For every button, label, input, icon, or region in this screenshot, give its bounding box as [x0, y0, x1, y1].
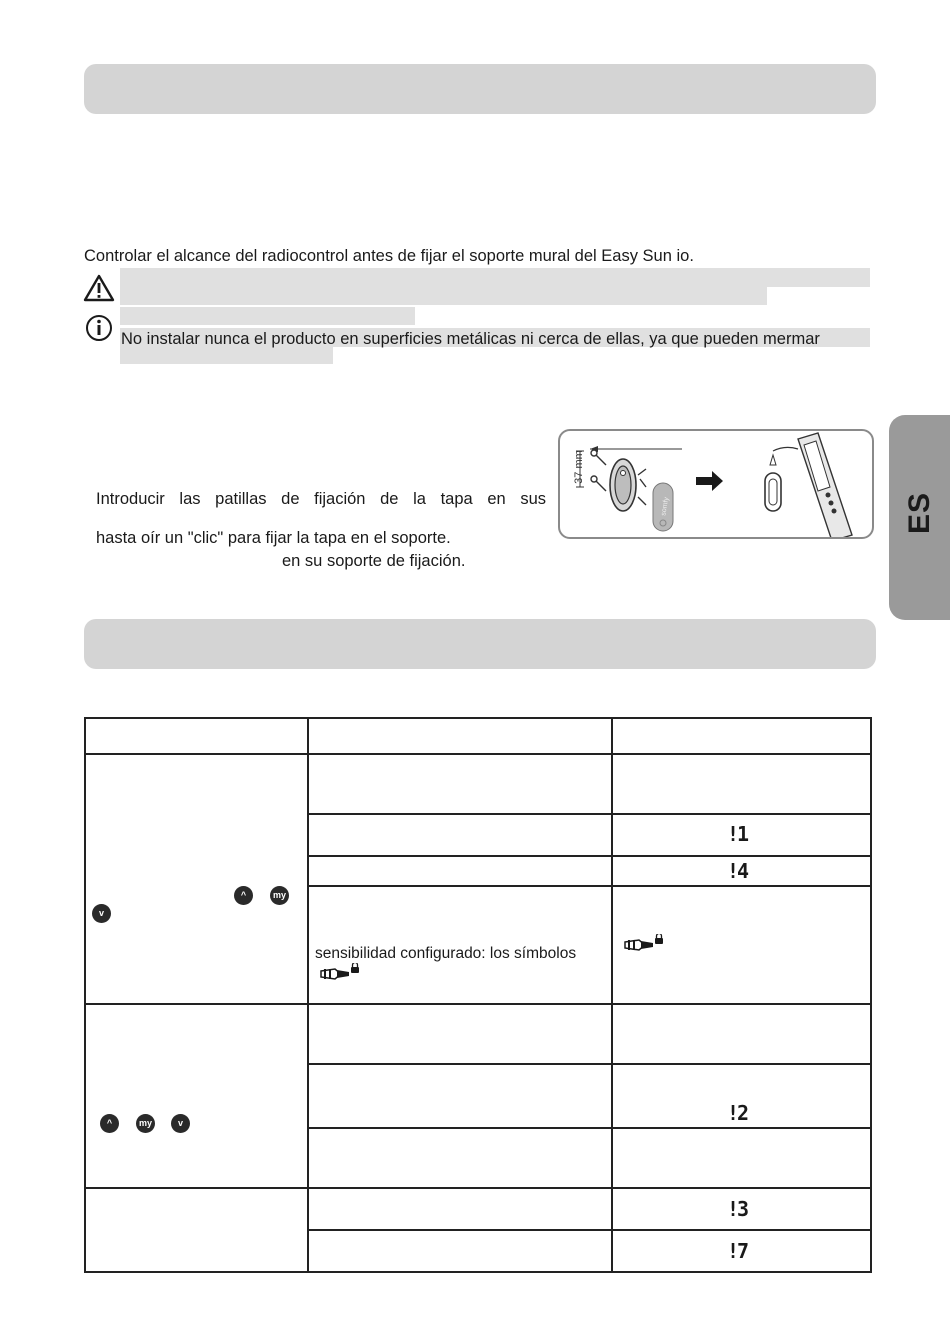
- mounting-line-3: en su soporte de fijación.: [282, 552, 466, 570]
- row-8-action-cell: [308, 1188, 612, 1230]
- display-code: !1: [727, 822, 748, 846]
- row-9-display-cell: [612, 1230, 871, 1272]
- header-cell-3: [612, 718, 871, 754]
- mounting-line-2: hasta oír un "clic" para fijar la tapa en el soporte.: [96, 529, 451, 547]
- header-cell-1: [85, 718, 308, 754]
- display-code: !7: [727, 1239, 748, 1263]
- group-1-label-cell: [85, 754, 308, 1004]
- table-row: [85, 754, 871, 814]
- sensor-lock-display-icon: [623, 934, 667, 956]
- row-4-action-cell: [308, 886, 612, 1004]
- row-2-display-cell: [612, 814, 871, 856]
- intro-line: Controlar el alcance del radiocontrol antes de fijar el soporte mural del Easy Sun io.: [84, 247, 694, 265]
- row-8-display-cell: [612, 1188, 871, 1230]
- info-icon: [84, 314, 114, 342]
- warning-highlight-3: [120, 307, 415, 325]
- display-code: !2: [727, 1101, 748, 1125]
- display-code: !3: [727, 1197, 748, 1221]
- row-1-action-cell: [308, 754, 612, 814]
- header-cell-2: [308, 718, 612, 754]
- mounting-illustration: [560, 431, 872, 537]
- my-button-icon: my: [270, 886, 289, 905]
- display-code: !4: [727, 859, 748, 883]
- up-button-icon: ^: [100, 1114, 119, 1133]
- sensor-lock-icon: [319, 963, 363, 985]
- row-7-display-cell: [612, 1128, 871, 1188]
- table-row: [85, 1004, 871, 1064]
- row-3-action-cell: [308, 856, 612, 886]
- down-button-icon: v: [92, 904, 111, 923]
- warning-icon: [83, 274, 115, 302]
- row-5-action-cell: [308, 1004, 612, 1064]
- mounting-figure: [558, 429, 874, 539]
- row-6-display-cell: [612, 1064, 871, 1128]
- info-highlight-2: [120, 347, 333, 364]
- dimension-label: 37 mm: [572, 450, 585, 484]
- warning-highlight-1: [120, 268, 870, 287]
- mounting-line-1: Introducir las patillas de fijación de la tapa en sus: [96, 490, 546, 508]
- row-6-action-cell: [308, 1064, 612, 1128]
- group-3-label-cell: [85, 1188, 308, 1272]
- row-9-action-cell: [308, 1230, 612, 1272]
- sensitivity-text: sensibilidad configurado: los símbolos: [315, 945, 577, 962]
- group-2-label-cell: [85, 1004, 308, 1188]
- up-button-icon: ^: [234, 886, 253, 905]
- cover-brand-label: somfy: [660, 496, 671, 517]
- language-tab: [889, 415, 950, 620]
- settings-table: [84, 717, 872, 1273]
- down-button-icon: v: [171, 1114, 190, 1133]
- row-3-display-cell: [612, 856, 871, 886]
- language-tab-label: ES: [903, 491, 936, 535]
- row-5-display-cell: [612, 1004, 871, 1064]
- info-text: No instalar nunca el producto en superficies metálicas ni cerca de ellas, ya que pueden mermar: [121, 330, 820, 348]
- row-1-display-cell: [612, 754, 871, 814]
- section-header-band-2: [84, 619, 876, 669]
- row-4-display-cell: [612, 886, 871, 1004]
- warning-highlight-2: [120, 287, 767, 305]
- section-header-band-1: [84, 64, 876, 114]
- table-row: [85, 1188, 871, 1230]
- row-2-action-cell: [308, 814, 612, 856]
- my-button-icon: my: [136, 1114, 155, 1133]
- table-header-row: [85, 718, 871, 754]
- row-7-action-cell: [308, 1128, 612, 1188]
